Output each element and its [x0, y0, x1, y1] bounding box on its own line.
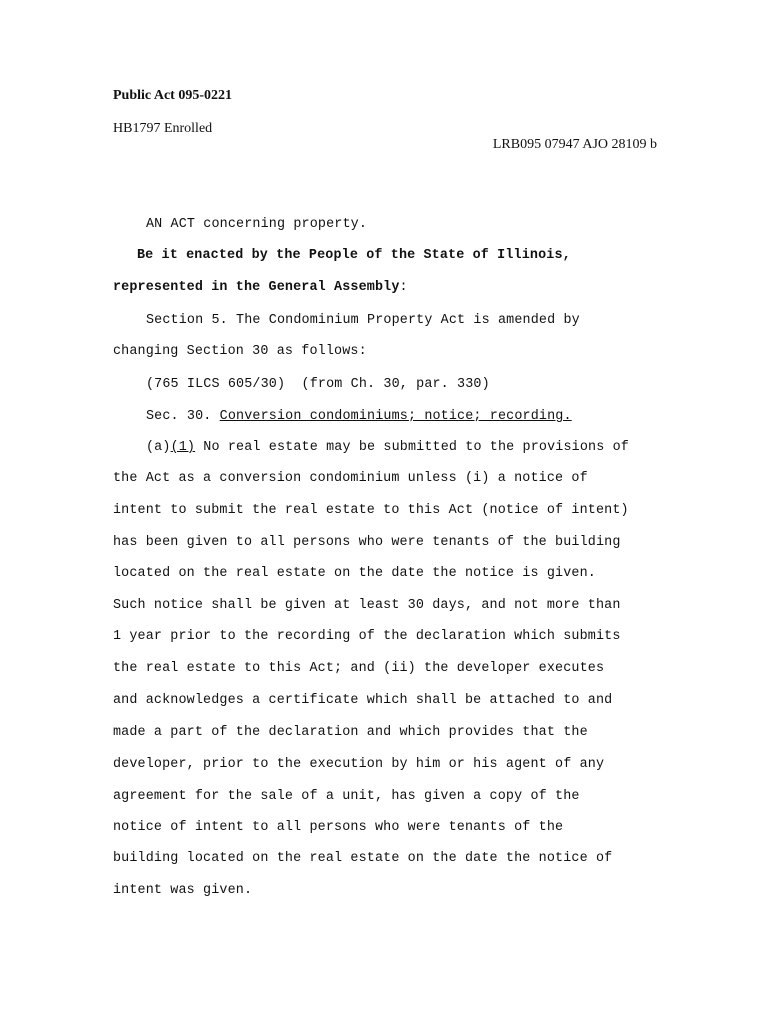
paragraph-line: and acknowledges a certificate which shall be attached to and [113, 693, 613, 708]
enacting-clause-bold: represented in the General Assembly [113, 280, 400, 295]
paragraph-a-text: No real estate may be submitted to the provisions of [195, 440, 629, 455]
paragraph-line: located on the real estate on the date the notice is given. [113, 566, 596, 581]
act-title: AN ACT concerning property. [146, 217, 368, 232]
public-act-number: Public Act 095-0221 [113, 88, 232, 103]
statute-citation: (765 ILCS 605/30) (from Ch. 30, par. 330) [146, 377, 490, 392]
section-heading [113, 409, 572, 424]
enacting-clause-line-2 [113, 280, 408, 295]
paragraph-line: the real estate to this Act; and (ii) the developer executes [113, 661, 605, 676]
paragraph-line: 1 year prior to the recording of the declaration which submits [113, 629, 621, 644]
paragraph-line: developer, prior to the execution by him or his agent of any [113, 757, 605, 772]
paragraph-line: intent to submit the real estate to this Act (notice of intent) [113, 503, 629, 518]
paragraph-line: building located on the real estate on the date the notice of [113, 851, 613, 866]
enacting-clause-line-1: Be it enacted by the People of the State of Illinois, [137, 248, 571, 263]
lrb-reference: LRB095 07947 AJO 28109 b [492, 137, 657, 152]
paragraph-line: the Act as a conversion condominium unless (i) a notice of [113, 471, 588, 486]
paragraph-line: notice of intent to all persons who were tenants of the [113, 820, 564, 835]
section-heading-title: Conversion condominiums; notice; recording. [219, 409, 572, 424]
enacting-clause-colon: : [399, 280, 408, 295]
paragraph-line: agreement for the sale of a unit, has given a copy of the [113, 789, 580, 804]
section-number: Sec. 30. [146, 409, 220, 424]
section-intro-line-2: changing Section 30 as follows: [113, 344, 367, 359]
paragraph-line: has been given to all persons who were tenants of the building [113, 535, 621, 550]
subparagraph-number: (1) [170, 440, 196, 455]
paragraph-line: Such notice shall be given at least 30 days, and not more than [113, 598, 621, 613]
paragraph-line: made a part of the declaration and which provides that the [113, 725, 588, 740]
paragraph-a-first-line [113, 440, 629, 455]
paragraph-label: (a) [146, 440, 171, 455]
bill-status: HB1797 Enrolled [113, 121, 213, 136]
section-intro-line-1: Section 5. The Condominium Property Act is amended by [146, 313, 580, 328]
paragraph-line: intent was given. [113, 883, 253, 898]
